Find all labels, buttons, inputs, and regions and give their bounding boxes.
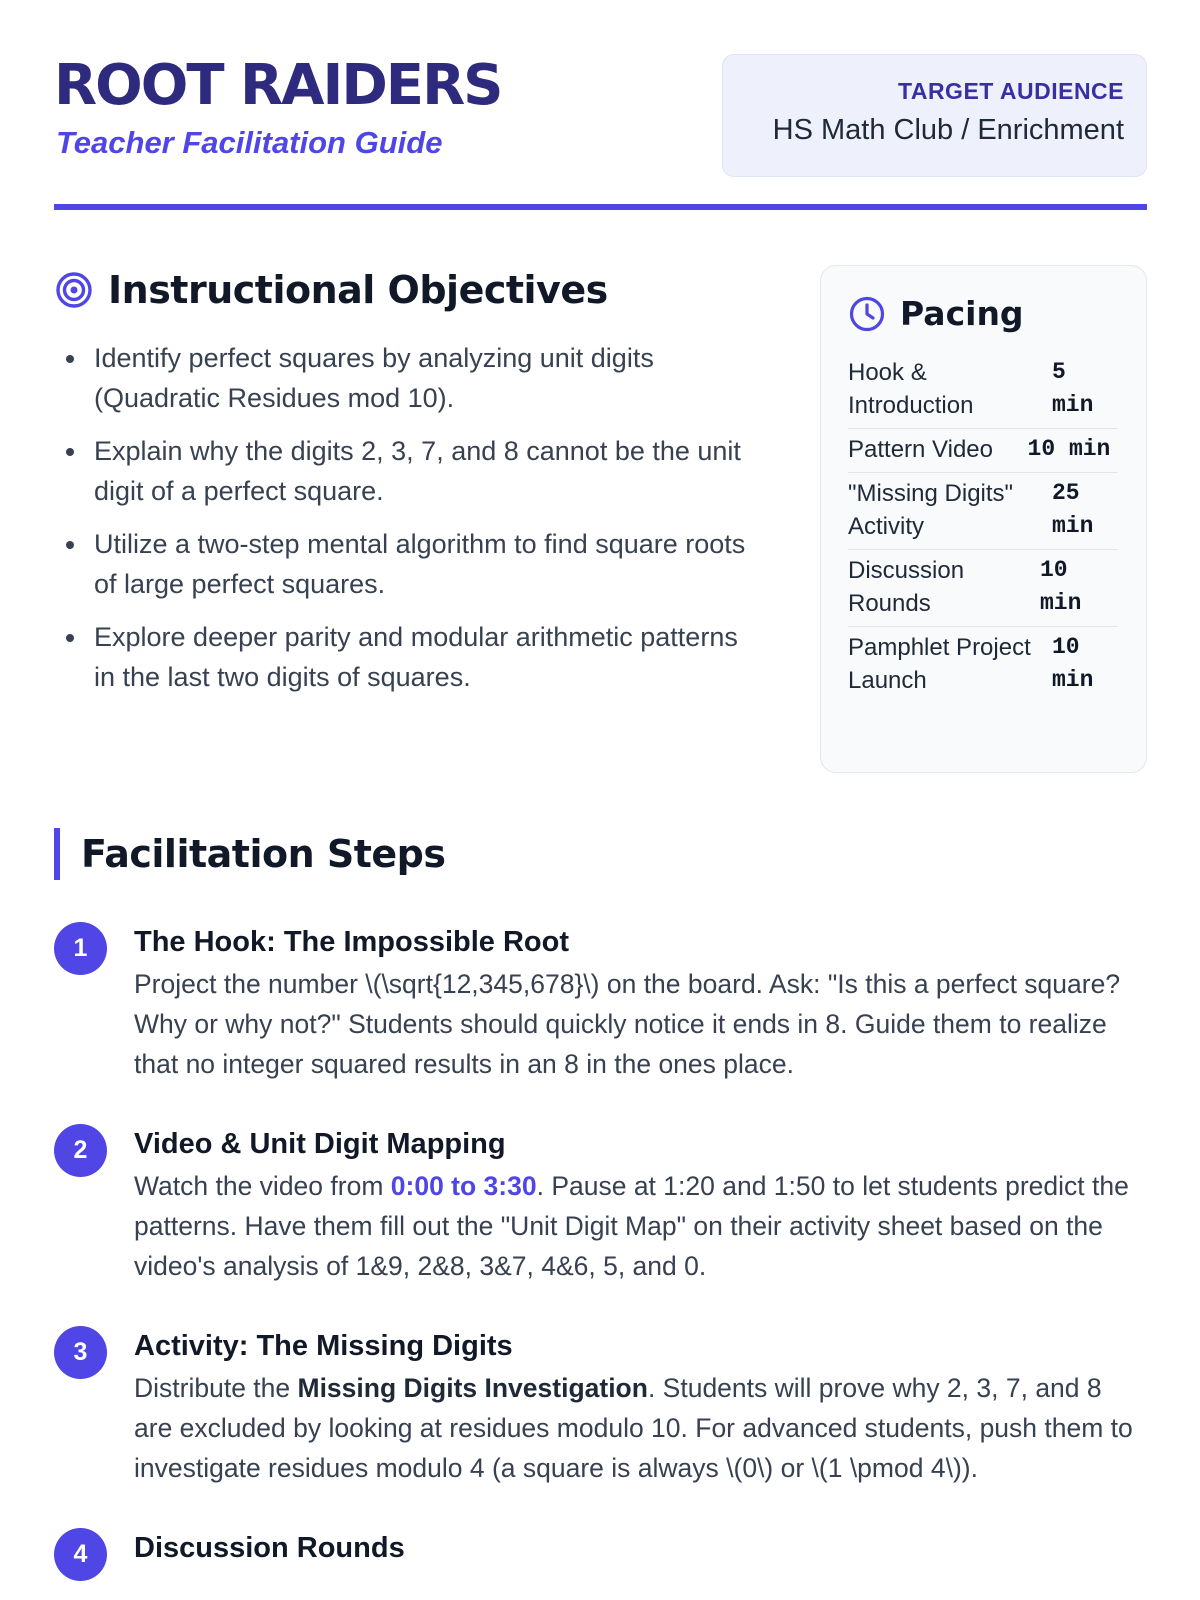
pacing-time: 5 min — [1052, 359, 1094, 418]
facilitation-section — [54, 828, 1147, 1600]
step-item — [54, 1324, 1147, 1488]
target-icon — [54, 270, 94, 310]
pacing-label: "Missing Digits" Activity — [848, 480, 1014, 540]
pacing-label: Hook & Introduction — [848, 359, 974, 419]
pacing-row — [848, 429, 1118, 473]
pacing-row — [848, 627, 1118, 703]
clock-icon — [848, 295, 886, 333]
objective-item: Explore deeper parity and modular arithmetic patterns in the last two digits of squares. — [54, 617, 754, 697]
header-divider — [54, 204, 1147, 210]
target-audience-value: HS Math Club / Enrichment — [772, 114, 1124, 146]
pacing-time: 10 min — [1040, 557, 1082, 616]
pacing-time: 10 min — [1027, 436, 1111, 462]
step-body — [134, 1368, 1147, 1488]
pacing-label: Pamphlet Project Launch — [848, 634, 1031, 694]
pacing-label: Discussion Rounds — [848, 557, 965, 617]
step-item — [54, 920, 1147, 1084]
step-title: Video & Unit Digit Mapping — [134, 1128, 506, 1160]
pacing-label: Pattern Video — [848, 436, 993, 463]
facilitation-heading: Facilitation Steps — [81, 832, 446, 876]
objective-item: Explain why the digits 2, 3, 7, and 8 cannot be the unit digit of a perfect square. — [54, 431, 754, 511]
objectives-heading: Instructional Objectives — [108, 268, 608, 312]
objective-item: Identify perfect squares by analyzing unit digits (Quadratic Residues mod 10). — [54, 338, 754, 418]
pacing-row — [848, 352, 1118, 429]
objectives-section — [54, 262, 754, 710]
step-item — [54, 1122, 1147, 1286]
step-body-text: Watch the video from — [134, 1171, 391, 1201]
step-number-badge: 3 — [54, 1326, 107, 1379]
target-audience-card — [722, 54, 1147, 177]
step-number-badge: 2 — [54, 1124, 107, 1177]
step-title: Activity: The Missing Digits — [134, 1330, 513, 1362]
step-number-badge: 4 — [54, 1528, 107, 1581]
steps-list — [54, 920, 1147, 1570]
facilitation-heading-row — [54, 828, 1147, 880]
step-title: Discussion Rounds — [134, 1532, 405, 1564]
pacing-time: 25 min — [1052, 480, 1094, 539]
page-title: ROOT RAIDERS — [54, 53, 502, 118]
step-number-badge: 1 — [54, 922, 107, 975]
step-body: Project the number \(\sqrt{12,345,678}\) on the board. Ask: "Is this a perfect square? Why or why not?" Students should quickly notice it ends in 8. Guide them to realize that no integer squared results in an 8 in the ones place. — [134, 969, 1121, 1079]
objectives-heading-row — [54, 262, 754, 318]
pacing-row — [848, 473, 1118, 550]
page-header — [54, 54, 1147, 174]
step-body-text: . Pause at 1:20 and 1:50 to let students predict the patterns. Have them fill out the "Unit Digit Map" on their activity sheet based on the video's analysis of 1&9, 2&8, 3&7, 4&6, 5, and 0. — [134, 1171, 1129, 1281]
step-body-text: . Students will prove why 2, 3, 7, and 8 are excluded by looking at residues modulo 10. For advanced students, push them to investigate residues modulo 4 (a square is always \(0\) or \(1 \pmod 4\)). — [134, 1373, 1133, 1483]
step-body-text: Distribute the — [134, 1373, 298, 1403]
pacing-heading: Pacing — [900, 294, 1024, 333]
objectives-list — [54, 338, 754, 697]
step-body — [134, 1166, 1147, 1286]
page-subtitle: Teacher Facilitation Guide — [56, 125, 443, 160]
pacing-table — [848, 352, 1118, 703]
pacing-time: 10 min — [1052, 634, 1094, 693]
objective-item: Utilize a two-step mental algorithm to find square roots of large perfect squares. — [54, 524, 754, 604]
pacing-card — [820, 265, 1147, 773]
activity-name-bold: Missing Digits Investigation — [297, 1373, 648, 1403]
heading-accent-bar — [54, 828, 60, 880]
step-item — [54, 1526, 1147, 1570]
video-timestamp-highlight: 0:00 to 3:30 — [390, 1171, 537, 1201]
step-title: The Hook: The Impossible Root — [134, 926, 570, 958]
target-audience-label: TARGET AUDIENCE — [898, 78, 1124, 104]
pacing-heading-row — [848, 292, 1118, 336]
pacing-row — [848, 550, 1118, 627]
